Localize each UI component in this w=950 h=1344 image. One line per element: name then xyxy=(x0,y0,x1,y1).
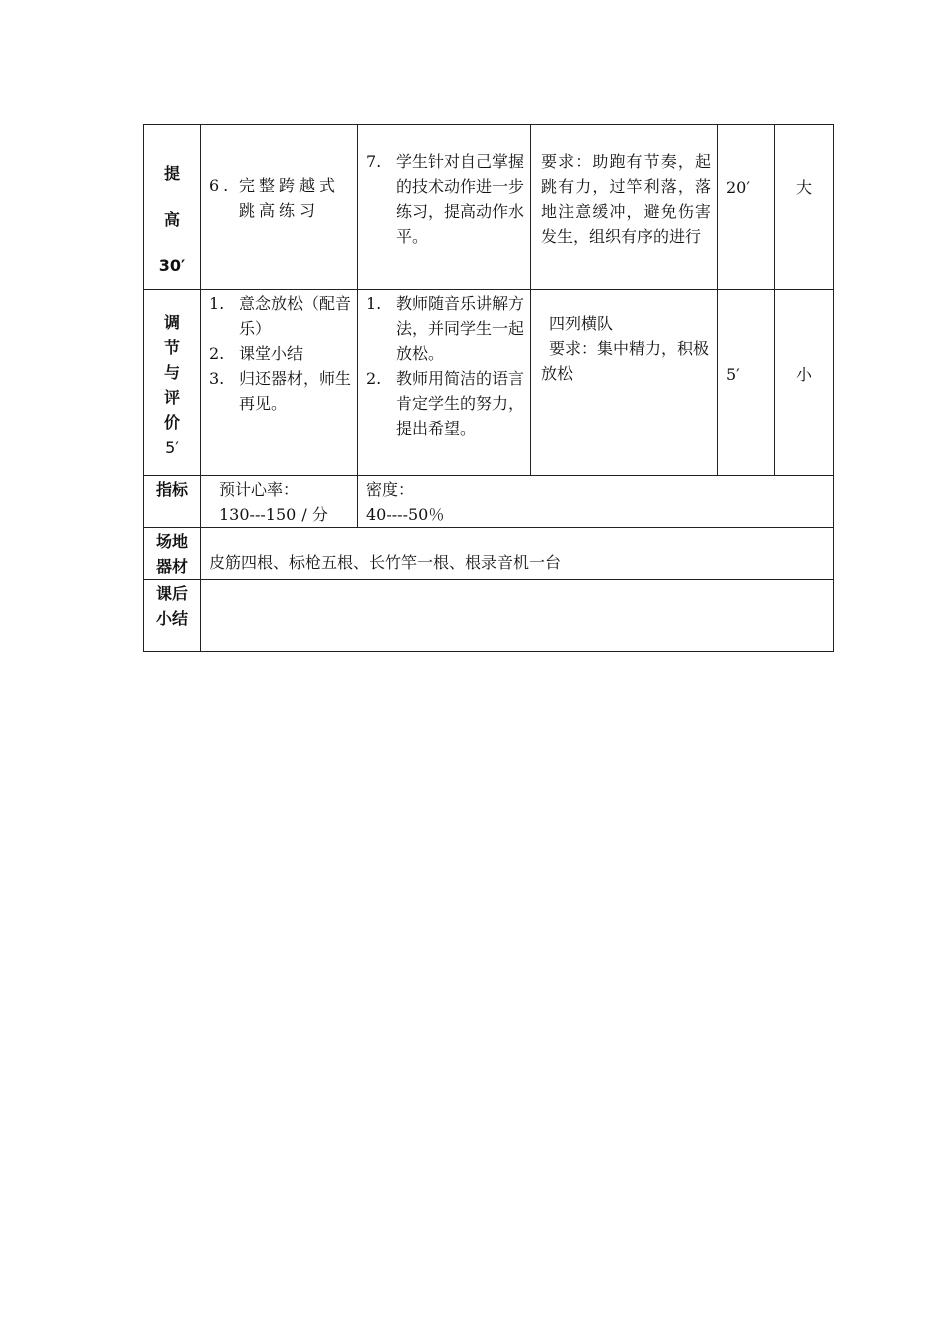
label-summary-line-2: 小结 xyxy=(155,609,188,628)
row-venue xyxy=(144,528,834,580)
label-venue-line-1: 场地 xyxy=(155,532,188,551)
list-item xyxy=(366,149,524,249)
cell-adjust-intensity xyxy=(775,290,834,476)
cell-improve-organize xyxy=(531,125,718,290)
cell-heart-rate xyxy=(201,476,358,528)
organize-requirement: 要求：集中精力，积极放松 xyxy=(541,339,710,383)
section-adjust-time: 5′ xyxy=(165,438,179,457)
density-value: 40----50％ xyxy=(366,505,445,524)
label-summary-line-1: 课后 xyxy=(155,584,188,603)
section-adjust-char-2: 节 xyxy=(163,338,180,357)
heart-rate-value: 130---150 / 分 xyxy=(219,505,328,524)
density-label: 密度： xyxy=(366,480,415,499)
cell-improve-teacher xyxy=(358,125,531,290)
label-index xyxy=(144,476,201,528)
label-venue xyxy=(144,528,201,580)
organize-text: 要求：助跑有节奏，起跳有力，过竿利落，落地注意缓冲，避免伤害发生，组织有序的进行 xyxy=(541,152,711,246)
item-number: 7. xyxy=(366,152,382,171)
list-item xyxy=(209,366,351,416)
cell-summary xyxy=(201,580,834,652)
section-improve xyxy=(144,125,201,290)
cell-adjust-content xyxy=(201,290,358,476)
section-adjust-char-4: 评 xyxy=(163,388,180,407)
list-item xyxy=(209,291,351,341)
heart-rate-label: 预计心率： xyxy=(219,480,300,499)
item-number: 3. xyxy=(209,369,225,388)
section-improve-char-3: 30′ xyxy=(158,256,186,275)
row-summary xyxy=(144,580,834,652)
section-adjust xyxy=(144,290,201,476)
label-venue-line-2: 器材 xyxy=(155,557,188,576)
intensity-value: 大 xyxy=(795,178,812,197)
time-value: 5′ xyxy=(726,365,740,384)
list-item xyxy=(209,173,351,223)
label-summary xyxy=(144,580,201,652)
item-number: 1. xyxy=(366,294,382,313)
cell-venue-equipment xyxy=(201,528,834,580)
cell-adjust-teacher xyxy=(358,290,531,476)
list-item xyxy=(366,366,524,441)
lesson-plan-table xyxy=(143,124,834,652)
cell-improve-content xyxy=(201,125,358,290)
cell-density xyxy=(358,476,834,528)
section-adjust-char-5: 价 xyxy=(163,413,180,432)
item-text: 完整跨越式跳高练习 xyxy=(239,176,340,220)
item-text: 教师用简洁的语言肯定学生的努力，提出希望。 xyxy=(396,369,525,438)
label-index-text: 指标 xyxy=(155,480,188,499)
cell-adjust-organize xyxy=(531,290,718,476)
row-index xyxy=(144,476,834,528)
section-improve-char-1: 提 xyxy=(163,164,180,183)
item-text: 教师随音乐讲解方法，并同学生一起放松。 xyxy=(396,294,525,363)
item-text: 意念放松（配音乐） xyxy=(239,294,352,338)
cell-improve-intensity xyxy=(775,125,834,290)
organize-formation: 四列横队 xyxy=(549,314,614,333)
section-improve-char-2: 高 xyxy=(163,210,180,229)
item-number: 1. xyxy=(209,294,225,313)
cell-improve-time xyxy=(718,125,775,290)
item-text: 课堂小结 xyxy=(239,344,304,363)
time-value: 20′ xyxy=(726,178,750,197)
cell-adjust-time xyxy=(718,290,775,476)
item-text: 归还器材，师生再见。 xyxy=(239,369,352,413)
intensity-value: 小 xyxy=(795,365,812,384)
item-number: 2. xyxy=(366,369,382,388)
list-item xyxy=(209,341,351,366)
item-text: 学生针对自己掌握的技术动作进一步练习，提高动作水平。 xyxy=(396,152,525,246)
row-improve xyxy=(144,125,834,290)
section-adjust-char-1: 调 xyxy=(163,313,180,332)
item-number: 6. xyxy=(209,176,233,195)
item-number: 2. xyxy=(209,344,225,363)
row-adjust xyxy=(144,290,834,476)
section-adjust-char-3: 与 xyxy=(163,363,180,382)
list-item xyxy=(366,291,524,366)
venue-equipment-text: 皮筋四根、标枪五根、长竹竿一根、根录音机一台 xyxy=(209,553,562,572)
summary-text xyxy=(201,580,833,581)
